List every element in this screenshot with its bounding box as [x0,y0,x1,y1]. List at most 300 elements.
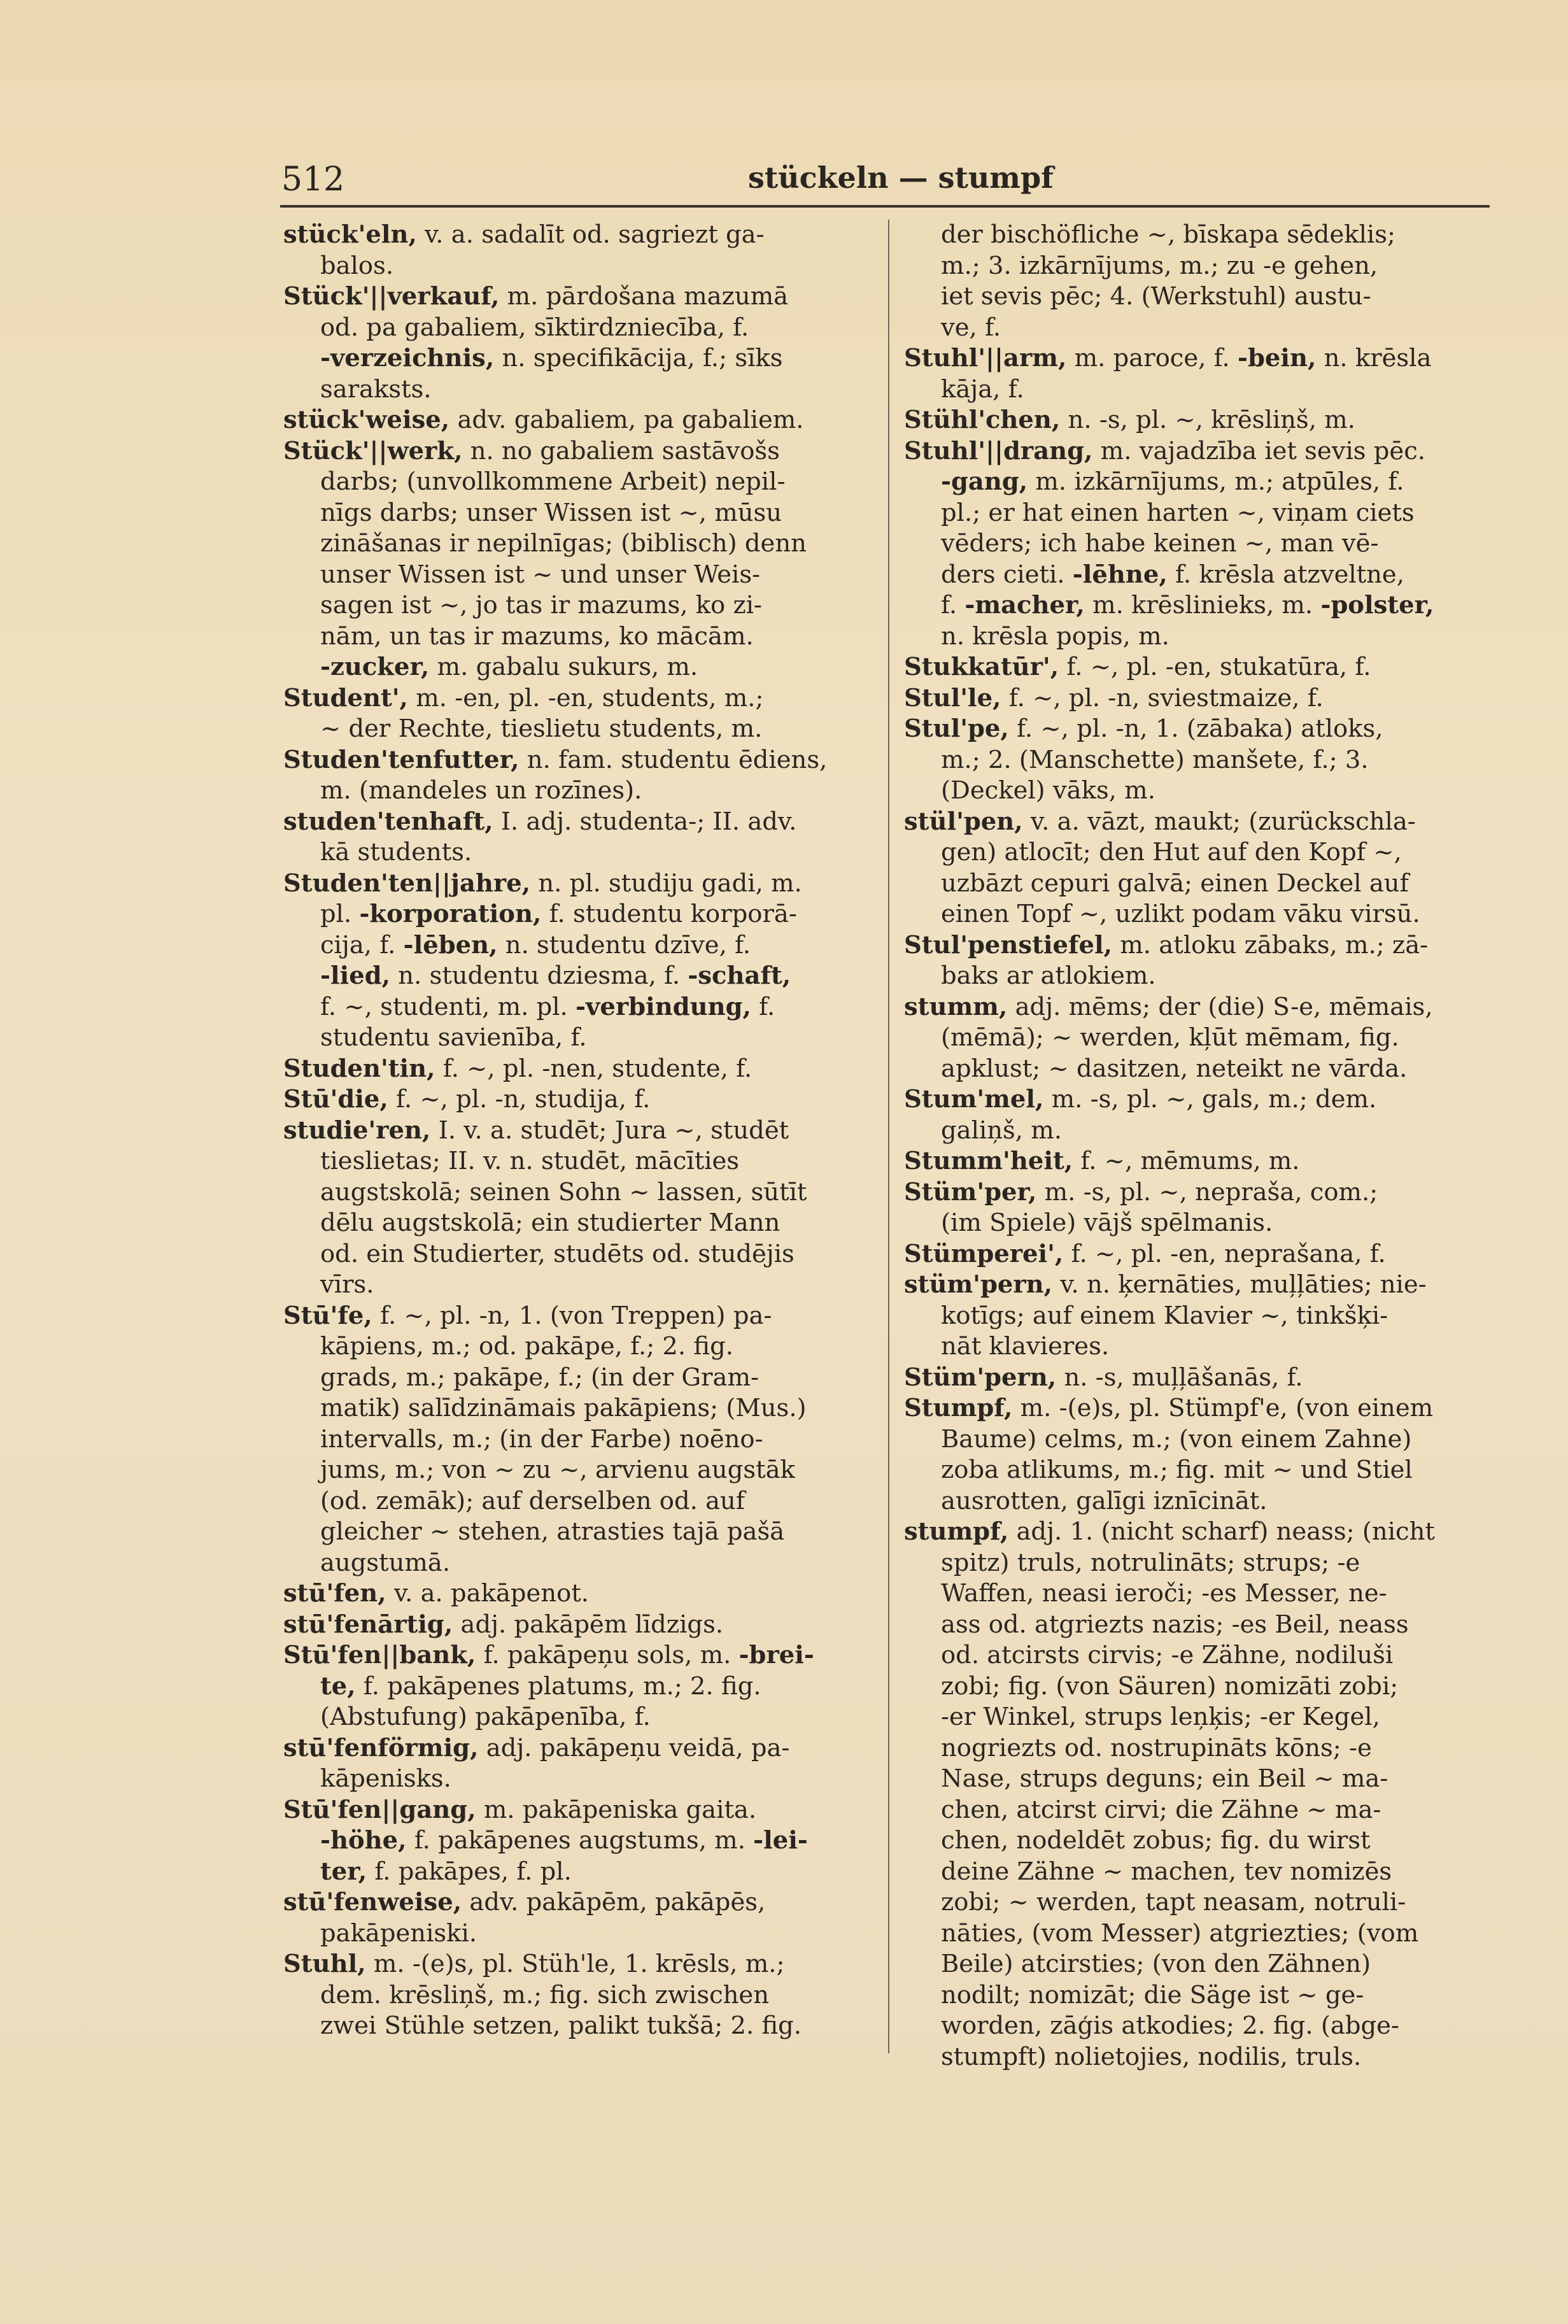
dictionary-line [904,1764,1490,1795]
dictionary-line [904,2042,1490,2073]
entry-text: I. v. a. studēt; Jura ~, studēt [430,1116,789,1145]
dictionary-line [904,930,1490,961]
entry-text: nodilt; nomizāt; die Säge ist ~ ge- [941,1980,1364,2009]
headword: stū'fenārtig, [283,1610,453,1639]
entry-text: adj. mēms; der (die) S-e, mēmais, [1007,992,1433,1021]
left-column [283,220,882,2042]
headword: Stū'fe, [283,1301,372,1330]
headword: Stū'fen||bank, [283,1641,476,1669]
dictionary-line [283,1640,882,1671]
entry-text: einen Topf ~, uzlikt podam vāku virsū. [941,900,1420,928]
entry-text: Baume) celms, m.; (von einem Zahne) [941,1424,1412,1454]
entry-text: unser Wissen ist ~ und unser Weis- [320,560,761,589]
entry-text: f. ~, pl. -nen, studente, f. [435,1054,752,1083]
dictionary-line [283,1084,882,1116]
entry-text: apklust; ~ dasitzen, neteikt ne vārda. [941,1054,1408,1083]
dictionary-line [283,1610,882,1641]
entry-text: n. studentu dzīve, f. [497,930,751,960]
entry-text: balos. [320,251,394,280]
dictionary-line [904,992,1490,1023]
dictionary-line [283,930,882,961]
entry-text: m. -(e)s, pl. Stümpf'e, (von einem [1012,1394,1434,1422]
headword: -korporation, [359,900,542,928]
dictionary-line [283,560,882,591]
headword: -schaft, [688,961,791,990]
dictionary-line [904,498,1490,529]
dictionary-line [904,1610,1490,1641]
dictionary-line [904,683,1490,714]
headword: Stul'le, [904,683,1001,712]
entry-text: vēders; ich habe keinen ~, man vē- [941,529,1379,558]
dictionary-line [904,899,1490,930]
dictionary-line [904,1208,1490,1239]
dictionary-line [283,1733,882,1764]
entry-text: dem. krēsliņš, m.; fig. sich zwischen [320,1980,770,2009]
entry-text: m. pakāpeniska gaita. [476,1795,757,1824]
entry-text: n. specifikācija, f.; sīks [494,344,783,372]
dictionary-line [904,807,1490,838]
dictionary-line [283,1578,882,1610]
entry-text: od. atcirsts cirvis; -e Zähne, nodiluši [941,1641,1394,1669]
entry-text: m. pārdošana mazumā [499,282,789,311]
entry-text: f. ~, pl. -n, sviestmaize, f. [1001,683,1324,712]
entry-text: adj. pakāpēm līdzigs. [453,1610,724,1639]
headword: stüm'pern, [904,1270,1053,1299]
dictionary-line [904,652,1490,683]
entry-text: ausrotten, galīgi iznīcināt. [941,1486,1268,1515]
headword: -höhe, [320,1826,407,1855]
headword: Stū'fen||gang, [283,1795,476,1824]
dictionary-line [283,467,882,498]
dictionary-line [904,405,1490,436]
entry-text: tieslietas; II. v. n. studēt, mācīties [320,1147,740,1175]
dictionary-line [283,220,882,251]
entry-text: (im Spiele) vājš spēlmanis. [941,1208,1273,1237]
entry-text: darbs; (unvollkommene Arbeit) nepil- [320,467,786,496]
headword: studie'ren, [283,1116,431,1145]
entry-text: Nase, strups deguns; ein Beil ~ ma- [941,1764,1388,1793]
dictionary-line [904,1023,1490,1054]
entry-text: I. adj. studenta-; II. adv. [493,807,797,836]
dictionary-line [283,436,882,467]
entry-text: f. ~, pl. -n, 1. (zābaka) atloks, [1008,714,1383,743]
headword: Stul'penstiefel, [904,930,1113,960]
right-column [904,220,1490,2072]
dictionary-line [283,1023,882,1054]
entry-text: m. -(e)s, pl. Stüh'le, 1. krēsls, m.; [365,1950,785,1978]
entry-text: v. a. sadalīt od. sagriezt ga- [416,220,765,249]
headword: stumpf, [904,1517,1009,1546]
entry-text: n. no gabaliem sastāvošs [462,436,780,465]
entry-text: saraksts. [320,374,432,404]
dictionary-line [904,868,1490,900]
dictionary-line [904,1578,1490,1610]
entry-text: cija, f. [320,930,404,960]
dictionary-line [904,1640,1490,1671]
dictionary-line [283,1918,882,1950]
entry-text: vīrs. [320,1270,374,1299]
entry-text: nām, un tas ir mazums, ko mācām. [320,621,754,651]
dictionary-line [904,1177,1490,1208]
dictionary-line [283,1424,882,1456]
entry-text: f. krēsla atzveltne, [1167,560,1404,589]
headword: -polster, [1320,591,1434,620]
dictionary-line [283,2011,882,2042]
entry-text: f. ~, pl. -n, 1. (von Treppen) pa- [372,1301,772,1330]
entry-text: v. a. vāzt, maukt; (zurückschla- [1022,807,1416,836]
entry-text: n. krēsla popis, m. [941,621,1169,651]
entry-text: augstskolā; seinen Sohn ~ lassen, sūtīt [320,1177,807,1207]
entry-text: pl.; er hat einen harten ~, viņam ciets [941,498,1415,527]
entry-text: n. -s, pl. ~, krēsliņš, m. [1060,406,1355,434]
entry-text: od. pa gabaliem, sīktirdzniecība, f. [320,313,749,342]
dictionary-line [904,343,1490,374]
dictionary-line [283,405,882,436]
headword: Stühl'chen, [904,406,1061,434]
dictionary-line [904,1548,1490,1579]
dictionary-line [283,1980,882,2011]
dictionary-line [283,1116,882,1147]
dictionary-line [904,1825,1490,1857]
dictionary-line [283,343,882,374]
entry-text: zināšanas ir nepilnīgas; (biblisch) denn [320,529,807,558]
entry-text: v. a. pakāpenot. [386,1579,590,1608]
headword: Stum'mel, [904,1085,1044,1114]
headword: Stū'die, [283,1085,388,1114]
entry-text: nīgs darbs; unser Wissen ist ~, mūsu [320,498,782,527]
entry-text: nāt klavieres. [941,1332,1110,1361]
headword: Stul'pe, [904,714,1009,743]
dictionary-line [904,1486,1490,1517]
entry-text: zwei Stühle setzen, palikt tukšā; 2. fig. [320,2011,802,2040]
dictionary-line [904,1949,1490,1980]
headword: stū'fenförmig, [283,1733,479,1762]
page-number: 512 [281,160,345,199]
entry-text: n. fam. studentu ēdiens, [519,745,828,774]
dictionary-line [283,776,882,807]
entry-text: galiņš, m. [941,1116,1062,1145]
entry-text: iet sevis pēc; 4. (Werkstuhl) austu- [941,282,1371,311]
dictionary-line [904,1857,1490,1888]
entry-text: matik) salīdzināmais pakāpiens; (Mus.) [320,1394,807,1422]
dictionary-line [283,1208,882,1239]
entry-text: sagen ist ~, jo tas ir mazums, ko zi- [320,591,763,620]
entry-text: m. krēslinieks, m. [1084,591,1321,620]
dictionary-line [283,1825,882,1857]
entry-text: studentu savienība, f. [320,1023,587,1052]
entry-text: od. ein Studierter, studēts od. studējis [320,1239,795,1268]
entry-text: deine Zähne ~ machen, tev nomizēs [941,1857,1392,1886]
dictionary-line [904,1424,1490,1456]
headword: Stüm'pern, [904,1363,1057,1392]
dictionary-line [283,1054,882,1085]
entry-text: ~ der Rechte, tieslietu students, m. [320,714,763,743]
entry-text: nogriezts od. nostrupināts kōns; -e [941,1733,1372,1762]
dictionary-line [283,590,882,621]
dictionary-line [283,807,882,838]
dictionary-line [904,374,1490,406]
headword: Stukkatūr', [904,653,1059,681]
entry-text: f. ~, studenti, m. pl. [320,992,576,1021]
dictionary-line [283,868,882,900]
entry-text: augstumā. [320,1548,451,1577]
entry-text: m. izkārnījums, m.; atpūles, f. [1028,467,1404,496]
entry-text: m. (mandeles un rozīnes). [320,776,642,805]
dictionary-line [904,1301,1490,1332]
headword: ter, [320,1857,367,1886]
entry-text: (mēmā); ~ werden, kļūt mēmam, fig. [941,1023,1399,1052]
entry-text: jums, m.; von ~ zu ~, arvienu augstāk [320,1456,795,1484]
headword: stül'pen, [904,807,1023,836]
entry-text: f. ~, pl. -en, stukatūra, f. [1059,653,1371,681]
dictionary-line [283,1270,882,1301]
entry-text: f. [751,992,775,1021]
entry-text: ass od. atgriezts nazis; -es Beil, neass [941,1610,1409,1639]
entry-text: m. -s, pl. ~, nepraša, com.; [1036,1177,1378,1207]
entry-text: uzbāzt cepuri galvā; einen Deckel auf [941,868,1409,898]
dictionary-line [904,1795,1490,1826]
dictionary-line [283,1548,882,1579]
headword: Stück'||verkauf, [283,282,500,311]
dictionary-line [283,899,882,930]
entry-text: pakāpeniski. [320,1918,477,1948]
entry-text: f. ~, pl. -n, studija, f. [388,1085,651,1114]
dictionary-line [283,1517,882,1548]
headword: Stuhl'||drang, [904,436,1093,465]
entry-text: f. pakāpenes platums, m.; 2. fig. [355,1671,761,1701]
entry-text: spitz) truls, notrulināts; strups; -e [941,1548,1360,1577]
entry-text: zobi; ~ werden, tapt neasam, notruli- [941,1888,1406,1917]
dictionary-line [904,621,1490,653]
headword: -brei- [738,1641,814,1669]
entry-text: (od. zemāk); auf derselben od. auf [320,1486,745,1515]
entry-text: baks ar atlokiem. [941,961,1156,990]
dictionary-line [283,1486,882,1517]
headword: stū'fen, [283,1579,386,1608]
headword: Studen'tenfutter, [283,745,519,774]
entry-text: zobi; fig. (von Säuren) nomizāti zobi; [941,1671,1399,1701]
entry-text: f. pakāpeņu sols, m. [476,1641,739,1669]
entry-text: m. paroce, f. [1066,344,1238,372]
headword: Stümperei', [904,1239,1064,1268]
entry-text: chen, nodeldēt zobus; fig. du wirst [941,1826,1371,1855]
entry-text: kāpiens, m.; od. pakāpe, f.; 2. fig. [320,1332,733,1361]
dictionary-line [283,281,882,313]
headword: -verbindung, [576,992,751,1021]
dictionary-line [283,374,882,406]
dictionary-line [904,1116,1490,1147]
dictionary-line [283,961,882,992]
entry-text: chen, atcirst cirvi; die Zähne ~ ma- [941,1795,1381,1824]
dictionary-line [904,837,1490,868]
dictionary-line [904,1393,1490,1424]
headword: -macher, [964,591,1085,620]
dictionary-line [904,1455,1490,1486]
headword: studen'tenhaft, [283,807,493,836]
entry-text: f. [941,591,965,620]
entry-text: nāties, (vom Messer) atgriezties; (vom [941,1918,1419,1948]
entry-text: m. -s, pl. ~, gals, m.; dem. [1043,1085,1377,1114]
dictionary-line [283,251,882,282]
dictionary-line [283,1671,882,1703]
header-rule [280,205,1490,208]
dictionary-line [283,1301,882,1332]
entry-text: adv. gabaliem, pa gabaliem. [449,406,804,434]
headword: -lei- [753,1826,808,1855]
dictionary-line [904,1980,1490,2011]
entry-text: m. vajadzība iet sevis pēc. [1092,436,1426,465]
entry-text: kāja, f. [941,374,1024,404]
dictionary-line [904,961,1490,992]
entry-text: f. studentu korporā- [541,900,797,928]
dictionary-line [283,652,882,683]
dictionary-line [904,1239,1490,1270]
dictionary-line [904,1517,1490,1548]
dictionary-line [283,621,882,653]
dictionary-line [283,1887,882,1918]
dictionary-line [283,1455,882,1486]
entry-text: f. pakāpes, f. pl. [367,1857,572,1886]
headword: Stuhl, [283,1950,366,1978]
dictionary-line [904,1054,1490,1085]
entry-text: worden, zāģis atkodies; 2. fig. (abge- [941,2011,1399,2040]
entry-text: v. n. ķernāties, muļļāties; nie- [1052,1270,1427,1299]
entry-text: kotīgs; auf einem Klavier ~, tinkšķi- [941,1301,1388,1330]
entry-text: der bischöfliche ~, bīskapa sēdeklis; [941,220,1395,249]
headword: Student', [283,683,408,712]
headword: -bein, [1237,344,1317,372]
entry-text: adj. 1. (nicht scharf) neass; (nicht [1008,1517,1435,1546]
dictionary-line [283,714,882,745]
dictionary-line [904,1702,1490,1733]
entry-text: gen) atlocīt; den Hut auf den Kopf ~, [941,838,1402,867]
dictionary-line [904,590,1490,621]
entry-text: m.; 3. izkārnījums, m.; zu -e gehen, [941,251,1378,280]
dictionary-line [283,1146,882,1177]
entry-text: (Abstufung) pakāpenība, f. [320,1703,651,1731]
headword: -lēben, [403,930,498,960]
dictionary-line [904,714,1490,745]
dictionary-line [283,1239,882,1270]
dictionary-line [283,837,882,868]
headword: Studen'ten||jahre, [283,868,531,898]
entry-text: m. gabalu sukurs, m. [429,653,698,681]
dictionary-line [904,1331,1490,1363]
dictionary-line [904,313,1490,344]
dictionary-line [904,1270,1490,1301]
dictionary-line [904,776,1490,807]
dictionary-line [904,745,1490,776]
headword: Studen'tin, [283,1054,435,1083]
headword: stumm, [904,992,1008,1021]
dictionary-line [904,2011,1490,2042]
headword: -lied, [320,961,391,990]
entry-text: Waffen, neasi ieroči; -es Messer, ne- [941,1579,1387,1608]
entry-text: -er Winkel, strups leņķis; -er Kegel, [941,1703,1380,1731]
dictionary-line [283,1764,882,1795]
dictionary-line [283,1177,882,1208]
entry-text: f. ~, mēmums, m. [1073,1147,1300,1175]
entry-text: pl. [320,900,360,928]
dictionary-line [283,745,882,776]
dictionary-line [283,528,882,560]
dictionary-line [283,1795,882,1826]
headword: stück'eln, [283,220,417,249]
dictionary-line [283,992,882,1023]
entry-text: m.; 2. (Manschette) manšete, f.; 3. [941,745,1369,774]
dictionary-line [904,1918,1490,1950]
headword: Stüm'per, [904,1177,1037,1207]
dictionary-line [904,220,1490,251]
entry-text: kā students. [320,838,472,867]
headword: -verzeichnis, [320,344,495,372]
entry-text: stumpft) nolietojies, nodilis, truls. [941,2042,1362,2071]
dictionary-line [904,251,1490,282]
entry-text: adj. pakāpeņu veidā, pa- [478,1733,790,1762]
headword: stū'fenweise, [283,1888,462,1917]
dictionary-line [904,1671,1490,1703]
entry-text: f. pakāpenes augstums, m. [406,1826,754,1855]
dictionary-line [904,436,1490,467]
headword: Stück'||werk, [283,436,463,465]
entry-text: dēlu augstskolā; ein studierter Mann [320,1208,780,1237]
entry-text: zoba atlikums, m.; fig. mit ~ und Stiel [941,1456,1413,1484]
entry-text: m. atloku zābaks, m.; zā- [1112,930,1429,960]
dictionary-line [904,1084,1490,1116]
dictionary-line [904,467,1490,498]
entry-text: n. -s, muļļāšanās, f. [1056,1363,1303,1392]
dictionary-line [904,1363,1490,1394]
dictionary-line [283,1949,882,1980]
entry-text: n. krēsla [1316,344,1432,372]
headword: Stumm'heit, [904,1147,1073,1175]
headword: Stumpf, [904,1394,1013,1422]
entry-text: gleicher ~ stehen, atrasties tajā pašā [320,1517,785,1546]
dictionary-line [283,1393,882,1424]
dictionary-line [904,1146,1490,1177]
entry-text: m. -en, pl. -en, students, m.; [407,683,764,712]
entry-text: (Deckel) vāks, m. [941,776,1155,805]
dictionary-line [904,1733,1490,1764]
headword: -lēhne, [1072,560,1168,589]
entry-text: grads, m.; pakāpe, f.; (in der Gram- [320,1363,759,1392]
dictionary-line [904,281,1490,313]
dictionary-line [283,1857,882,1888]
dictionary-line [283,1331,882,1363]
dictionary-line [283,683,882,714]
entry-text: n. pl. studiju gadi, m. [530,868,802,898]
entry-text: f. ~, pl. -en, neprašana, f. [1063,1239,1386,1268]
entry-text: kāpenisks. [320,1764,451,1793]
headword: te, [320,1671,356,1701]
entry-text: adv. pakāpēm, pakāpēs, [462,1888,766,1917]
entry-text: Beile) atcirsties; (von den Zähnen) [941,1950,1371,1978]
dictionary-line [904,560,1490,591]
entry-text: ders cieti. [941,560,1073,589]
headword: -gang, [941,467,1028,496]
headword: -zucker, [320,653,430,681]
running-head: stückeln — stumpf [748,160,1054,195]
entry-text: ve, f. [941,313,1001,342]
dictionary-line [283,313,882,344]
entry-text: n. studentu dziesma, f. [390,961,688,990]
dictionary-line [283,1702,882,1733]
dictionary-line [904,528,1490,560]
dictionary-line [904,1887,1490,1918]
dictionary-line [283,498,882,529]
column-divider [888,220,889,2053]
headword: Stuhl'||arm, [904,344,1067,372]
